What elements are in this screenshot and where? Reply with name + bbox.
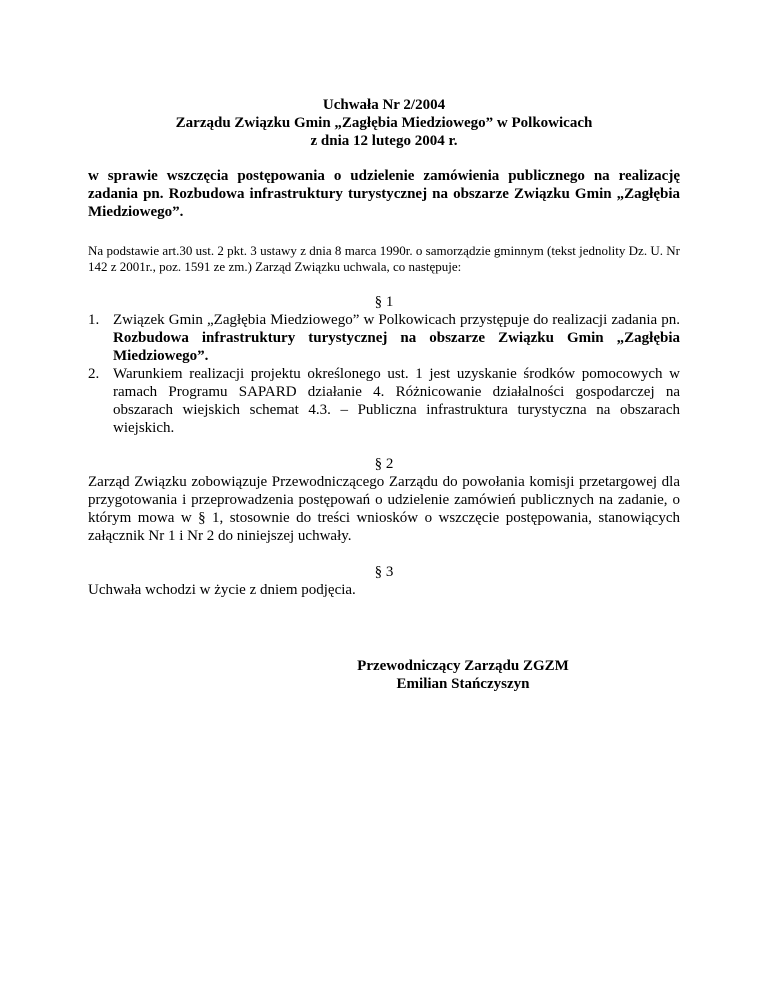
section-1-list	[88, 311, 680, 437]
signatory-name: Emilian Stańczyszyn	[396, 676, 530, 692]
section-2-text: Zarząd Związku zobowiązuje Przewodniczącego Zarządu do powołania komisji przetargowej dla przygotowania i przeprowadzenia postępowań o udzielenie zamówień publicznych na zadanie, o którym mowa w § 1, stosownie do treści wniosków o wszczęcie postępowania, stanowiących załącznik Nr 1 i Nr 2 do niniejszej uchwały.	[88, 474, 680, 544]
resolution-date: z dnia 12 lutego 2004 r.	[310, 133, 458, 149]
item-text: Warunkiem realizacji projektu określonego ust. 1 jest uzyskanie środków pomocowych w ramach Programu SAPARD działanie 4. Różnicowanie działalności gospodarczej na obszarach wiejskich schemat 4.3. – Publiczna infrastruktura turystyczna na obszarach wiejskich.	[113, 366, 680, 436]
item-number: 1.	[88, 312, 100, 328]
signatory-title: Przewodniczący Zarządu ZGZM	[357, 658, 569, 674]
item-number: 2.	[88, 366, 100, 382]
resolution-number: Uchwała Nr 2/2004	[322, 97, 446, 113]
section-2-mark: § 2	[374, 456, 394, 472]
section-1-item-2	[88, 365, 680, 437]
resolution-subject: w sprawie wszczęcia postępowania o udzielenie zamówienia publicznego na realizację zadania pn. Rozbudowa infrastruktury turystycznej na obszarze Związku Gmin „Zagłębia Miedziowego”.	[88, 168, 680, 220]
legal-basis: Na podstawie art.30 ust. 2 pkt. 3 ustawy z dnia 8 marca 1990r. o samorządzie gminnym (tekst jednolity Dz. U. Nr 142 z 2001r., poz. 1591 ze zm.) Zarząd Związku uchwala, co następuje:	[88, 243, 680, 274]
section-3-mark: § 3	[374, 564, 394, 580]
document-page	[88, 96, 680, 693]
section-3-text: Uchwała wchodzi w życie z dniem podjęcia.	[88, 582, 356, 598]
section-1-mark: § 1	[374, 294, 394, 310]
signature-block	[88, 657, 680, 693]
resolution-issuer: Zarządu Związku Gmin „Zagłębia Miedziowego” w Polkowicach	[175, 115, 593, 131]
resolution-header	[88, 96, 680, 150]
task-name: Rozbudowa infrastruktury turystycznej na obszarze Związku Gmin „Zagłębia Miedziowego”.	[113, 330, 680, 364]
item-text: Związek Gmin „Zagłębia Miedziowego” w Polkowicach przystępuje do realizacji zadania pn.	[113, 312, 680, 328]
section-1-item-1	[88, 311, 680, 365]
